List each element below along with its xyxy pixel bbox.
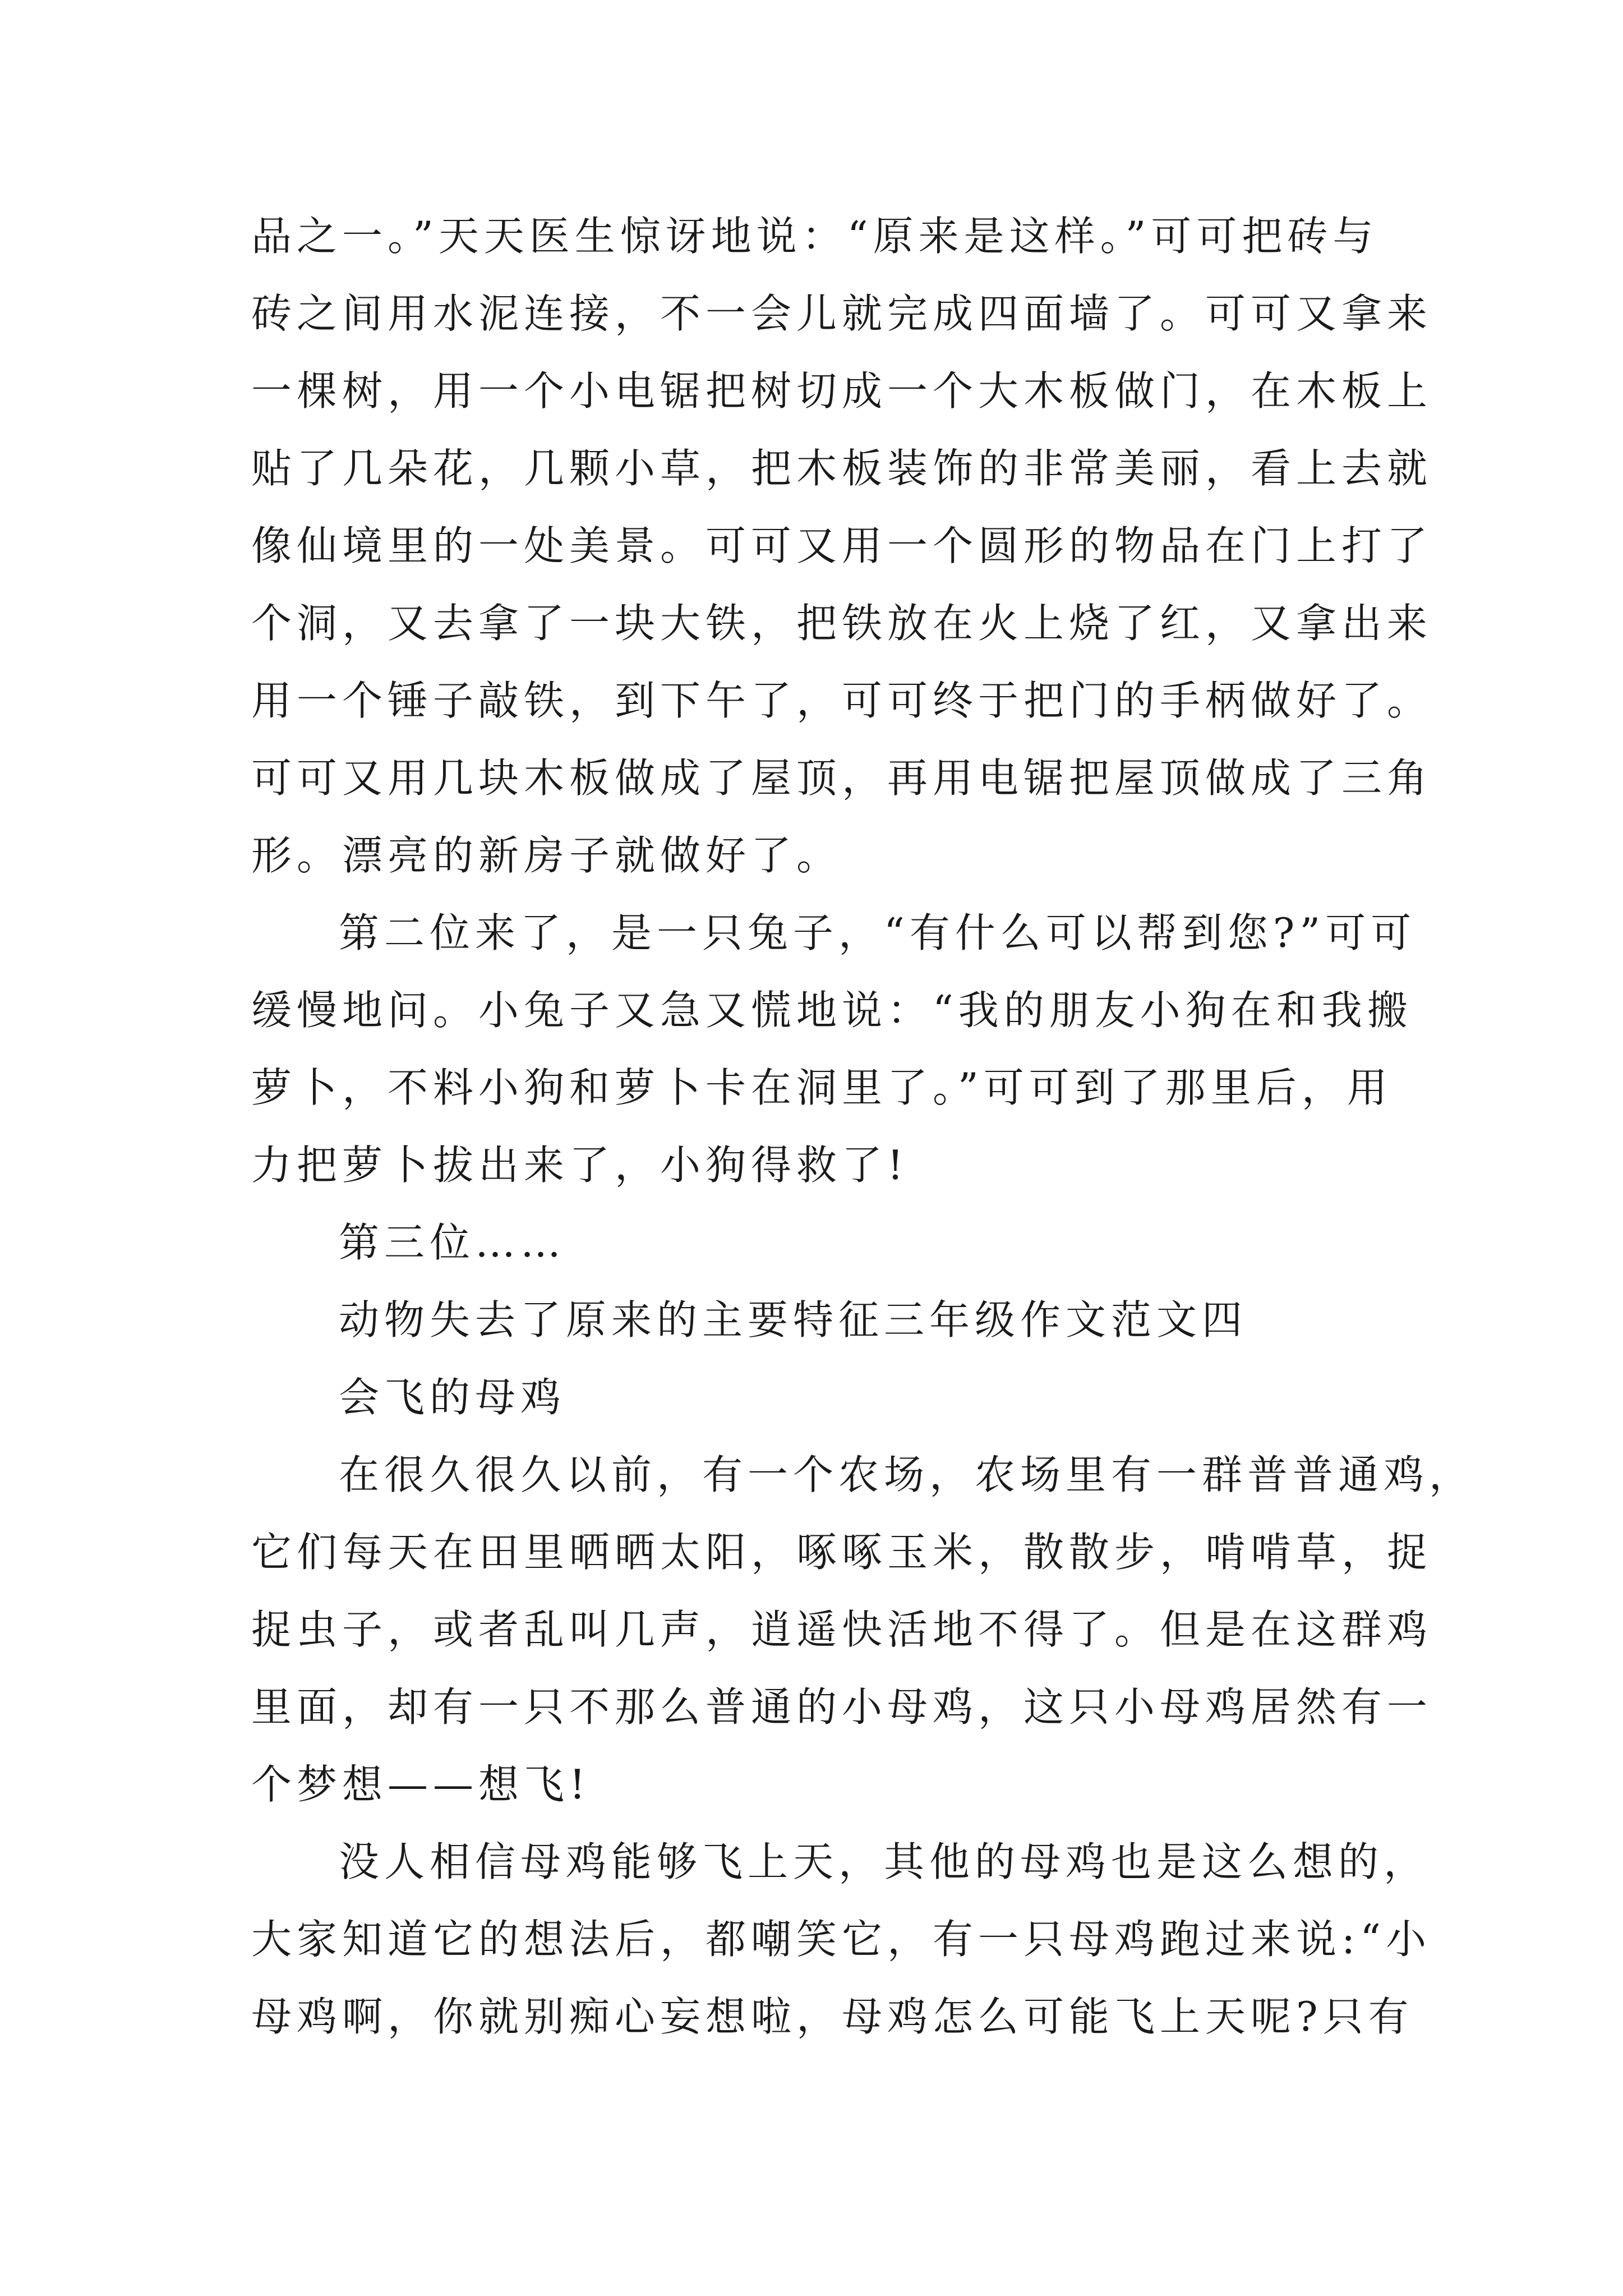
text-line: 个洞，又去拿了一块大铁，把铁放在火上烧了红，又拿出来 [251, 600, 1433, 647]
text-line: 形。漂亮的新房子就做好了。 [251, 832, 842, 879]
text-line: 像仙境里的一处美景。可可又用一个圆形的物品在门上打了 [251, 522, 1433, 569]
text-line: 它们每天在田里晒晒太阳，啄啄玉米，散散步，啃啃草，捉 [251, 1529, 1433, 1576]
paragraph-first-line: 第二位来了，是一只兔子，“有什么可以帮到您?”可可 [339, 909, 1417, 956]
text-line: 力把萝卜拔出来了，小狗得救了! [251, 1142, 909, 1189]
text-line: 母鸡啊，你就别痴心妄想啦，母鸡怎么可能飞上天呢?只有 [251, 1993, 1414, 2040]
text-line: 贴了几朵花，几颗小草，把木板装饰的非常美丽，看上去就 [251, 445, 1433, 492]
text-line: 大家知道它的想法后，都嘲笑它，有一只母鸡跑过来说:“小 [251, 1916, 1432, 1963]
text-line: 一棵树，用一个小电锯把树切成一个大木板做门，在木板上 [251, 367, 1433, 415]
text-line: 里面，却有一只不那么普通的小母鸡，这只小母鸡居然有一 [251, 1683, 1433, 1731]
essay-title: 会飞的母鸡 [339, 1374, 566, 1421]
text-line: 砖之间用水泥连接，不一会儿就完成四面墙了。可可又拿来 [251, 290, 1433, 337]
text-line: 捉虫子，或者乱叫几声，逍遥快活地不得了。但是在这群鸡 [251, 1606, 1433, 1653]
text-line: 可可又用几块木板做成了屋顶，再用电锯把屋顶做成了三角 [251, 754, 1433, 802]
text-line: 萝卜，不料小狗和萝卜卡在洞里了。”可可到了那里后，用 [251, 1064, 1393, 1111]
body-text [251, 197, 1475, 2055]
text-line: 用一个锤子敲铁，到下午了，可可终于把门的手柄做好了。 [251, 677, 1433, 724]
paragraph-first-line: 在很久很久以前，有一个农场，农场里有一群普普通鸡， [339, 1451, 1475, 1498]
paragraph-first-line: 没人相信母鸡能够飞上天，其他的母鸡也是这么想的， [339, 1838, 1430, 1885]
text-line: 个梦想——想飞! [251, 1761, 591, 1808]
text-line: 缓慢地问。小兔子又急又慌地说：“我的朋友小狗在和我搬 [251, 987, 1413, 1034]
paragraph-first-line: 第三位…… [339, 1219, 566, 1266]
section-heading: 动物失去了原来的主要特征三年级作文范文四 [339, 1296, 1248, 1343]
text-line: 品之一。”天天医生惊讶地说：“原来是这样。”可可把砖与 [251, 213, 1378, 260]
